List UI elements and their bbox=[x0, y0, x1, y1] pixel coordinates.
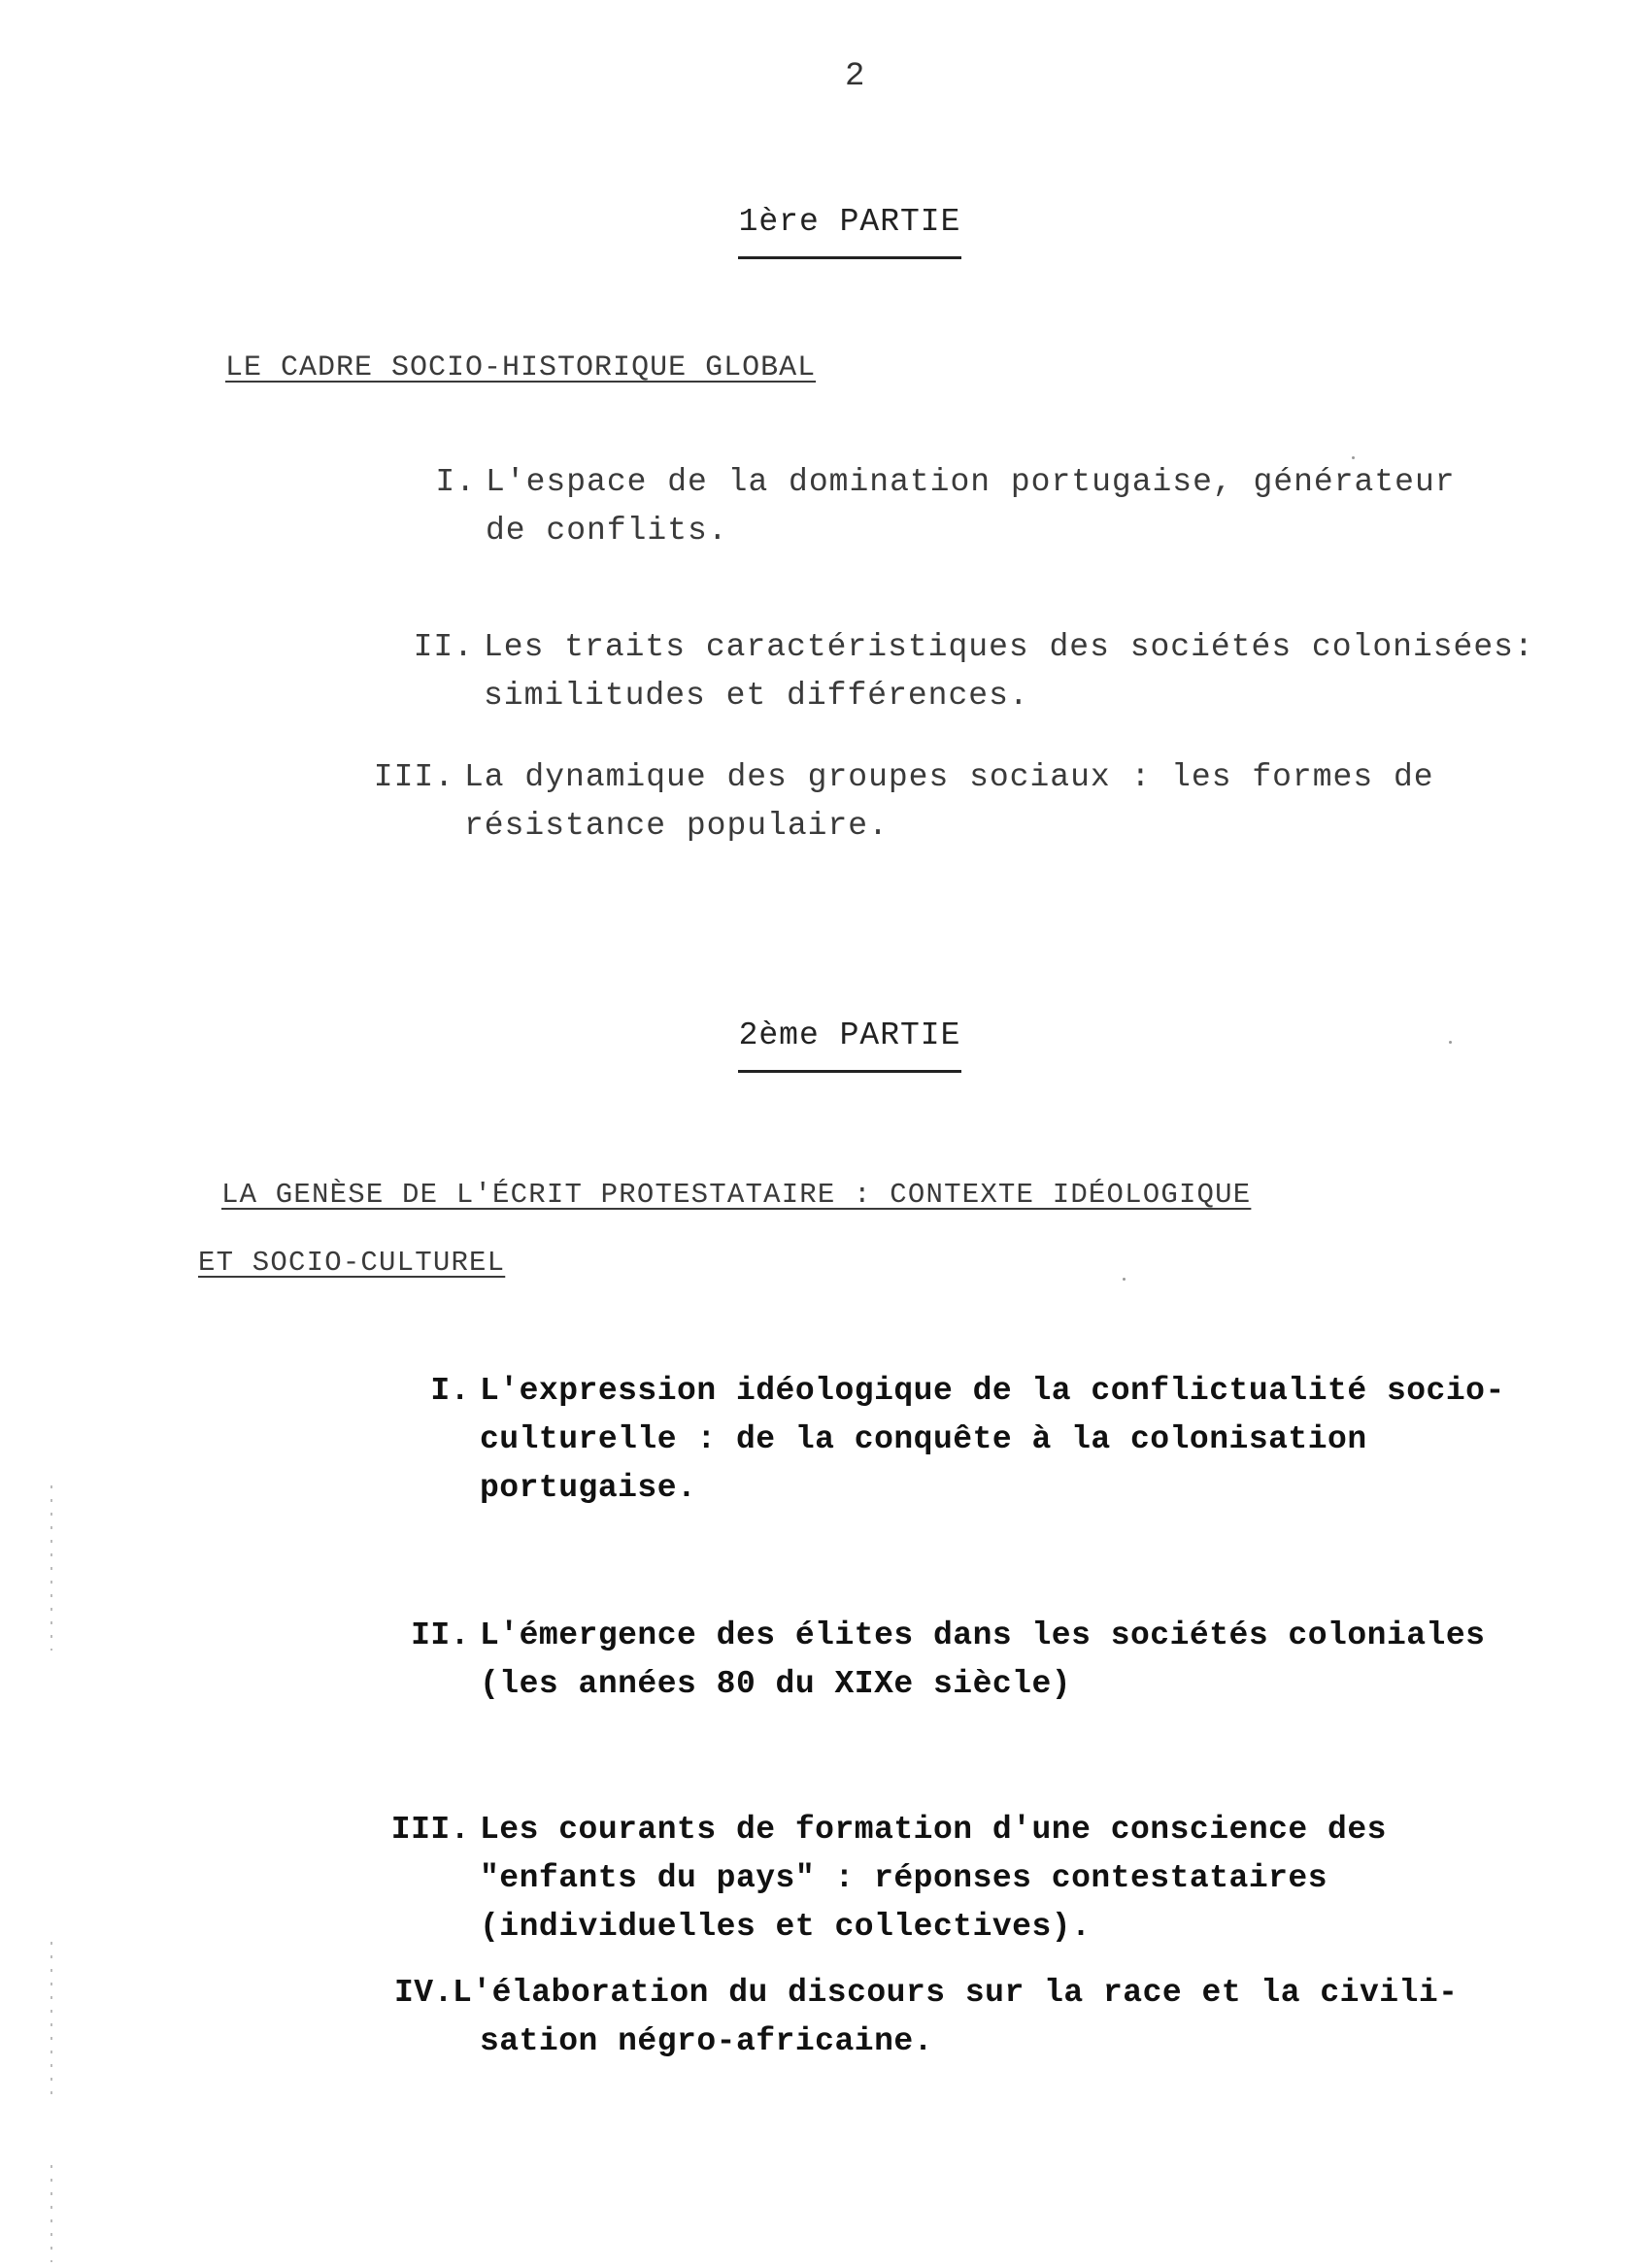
part1-item-1 bbox=[435, 458, 1456, 555]
scan-edge-marks bbox=[50, 2165, 52, 2262]
part1-item-2-line-1: Les traits caractéristiques des sociétés colonisées: bbox=[484, 629, 1534, 665]
part1-item-3 bbox=[373, 753, 1434, 850]
part1-section-title: LE CADRE SOCIO-HISTORIQUE GLOBAL bbox=[225, 351, 817, 384]
part1-heading-rule bbox=[738, 256, 961, 259]
part2-item-4-line-1: L'élaboration du discours sur la race et la civili- bbox=[453, 1975, 1459, 2011]
part2-item-1-line-3: portugaise. bbox=[480, 1470, 697, 1506]
part2-heading: 2ème PARTIE bbox=[738, 1017, 961, 1053]
part2-heading-rule bbox=[738, 1070, 961, 1073]
part2-item-1-line-1: L'expression idéologique de la conflictualité socio- bbox=[480, 1373, 1505, 1409]
part2-item-4-line-2: sation négro-africaine. bbox=[480, 2023, 933, 2059]
scan-speck bbox=[1352, 456, 1355, 459]
part1-item-2 bbox=[413, 623, 1534, 720]
part1-item-3-number: III. bbox=[373, 759, 454, 795]
part2-item-2-line-1: L'émergence des élites dans les sociétés coloniales bbox=[480, 1618, 1486, 1653]
part2-section-title-line-1: LA GENÈSE DE L'ÉCRIT PROTESTATAIRE : CONTEXTE IDÉOLOGIQUE bbox=[221, 1179, 1252, 1211]
part1-item-2-number: II. bbox=[413, 629, 474, 665]
part1-item-3-line-1: La dynamique des groupes sociaux : les formes de bbox=[464, 759, 1434, 795]
part1-item-2-line-2: similitudes et différences. bbox=[484, 678, 1029, 714]
page-number: 2 bbox=[845, 58, 865, 95]
part2-item-4-number: IV. bbox=[394, 1975, 454, 2011]
part1-item-1-line-1: L'espace de la domination portugaise, générateur bbox=[486, 464, 1456, 500]
scan-speck bbox=[1123, 1278, 1126, 1281]
part2-item-2 bbox=[411, 1612, 1486, 1709]
part2-item-3-line-2: "enfants du pays" : réponses contestataires bbox=[480, 1860, 1328, 1896]
part2-item-2-line-2: (les années 80 du XIXe siècle) bbox=[480, 1666, 1072, 1702]
part1-heading: 1ère PARTIE bbox=[738, 204, 961, 240]
part2-item-3-line-3: (individuelles et collectives). bbox=[480, 1909, 1092, 1945]
part2-item-2-number: II. bbox=[411, 1618, 470, 1653]
part2-item-1 bbox=[430, 1367, 1505, 1513]
scan-edge-marks bbox=[50, 1485, 52, 1651]
part1-item-3-line-2: résistance populaire. bbox=[464, 808, 889, 844]
part2-item-4 bbox=[394, 1969, 1459, 2066]
part2-item-1-line-2: culturelle : de la conquête à la colonisation bbox=[480, 1421, 1367, 1457]
scan-edge-marks bbox=[50, 1942, 52, 2097]
part2-section-title-line-2: ET SOCIO-CULTUREL bbox=[198, 1247, 506, 1279]
part2-item-1-number: I. bbox=[430, 1373, 470, 1409]
part2-item-3 bbox=[390, 1806, 1387, 1951]
part1-item-1-line-2: de conflits. bbox=[486, 513, 728, 549]
part2-item-3-number: III. bbox=[390, 1812, 470, 1848]
part2-item-3-line-1: Les courants de formation d'une conscience des bbox=[480, 1812, 1387, 1848]
part1-item-1-number: I. bbox=[435, 464, 476, 500]
scan-speck bbox=[1449, 1041, 1452, 1044]
